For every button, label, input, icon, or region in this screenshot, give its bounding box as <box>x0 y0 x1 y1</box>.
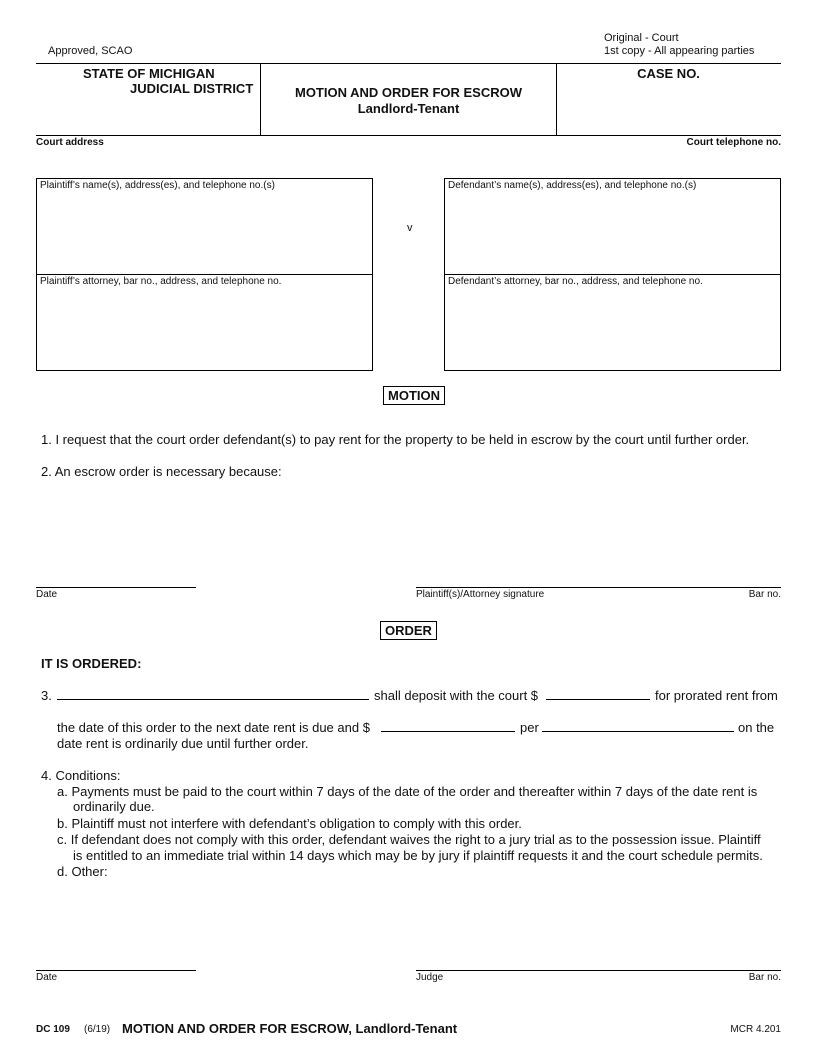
motion-signature-label: Plaintiff(s)/Attorney signature <box>416 589 545 600</box>
approved-scao: Approved, SCAO <box>48 45 133 57</box>
motion-date-label: Date <box>36 589 58 600</box>
plaintiff-label: Plaintiff’s name(s), address(es), and telephone no.(s) <box>40 180 275 191</box>
order-item-3-line3: date rent is ordinarily due until further order. <box>57 736 309 751</box>
copy-first: 1st copy - All appearing parties <box>604 45 755 57</box>
defendant-attorney-label: Defendant’s attorney, bar no., address, and telephone no. <box>448 276 703 287</box>
order-bar-label: Bar no. <box>748 972 781 983</box>
party-name-field[interactable] <box>57 699 369 700</box>
form-subtitle: Landlord-Tenant <box>357 101 460 116</box>
court-rule: MCR 4.201 <box>730 1024 781 1035</box>
condition-c-line2: is entitled to an immediate trial within 14 days which may be by jury if plaintiff requests it and the court schedule permits. <box>73 848 763 863</box>
order-item-3-per: per <box>520 720 539 735</box>
state-of-michigan: STATE OF MICHIGAN <box>83 66 215 81</box>
motion-item-2: 2. An escrow order is necessary because: <box>41 464 282 479</box>
plaintiff-attorney-label: Plaintiff’s attorney, bar no., address, and telephone no. <box>40 276 282 287</box>
versus: v <box>407 222 413 234</box>
form-revision: (6/19) <box>84 1024 111 1035</box>
plaintiff-box-divider <box>36 274 373 275</box>
motion-item-1: 1. I request that the court order defendant(s) to pay rent for the property to be held in escrow by the court until further order. <box>41 432 750 447</box>
order-heading: ORDER <box>380 621 437 640</box>
footer-title: MOTION AND ORDER FOR ESCROW, Landlord-Tenant <box>122 1021 458 1036</box>
order-item-3-deposit: shall deposit with the court $ <box>374 688 539 703</box>
caption-bottom-rule <box>36 135 781 136</box>
judicial-district-label: JUDICIAL DISTRICT <box>130 81 254 96</box>
condition-b: b. Plaintiff must not interfere with defendant’s obligation to comply with this order. <box>57 816 522 831</box>
condition-a-line2: ordinarily due. <box>73 799 155 814</box>
court-phone-label: Court telephone no. <box>686 137 781 148</box>
order-item-3-on-the: on the <box>738 720 775 735</box>
rent-amount-field[interactable] <box>381 731 515 732</box>
order-date-field[interactable] <box>36 970 196 971</box>
rent-period-field[interactable] <box>542 731 734 732</box>
order-item-3-line2: the date of this order to the next date rent is due and $ <box>57 720 370 735</box>
motion-bar-label: Bar no. <box>748 589 781 600</box>
form-title: MOTION AND ORDER FOR ESCROW <box>294 85 522 100</box>
order-item-4: 4. Conditions: <box>41 768 121 783</box>
judge-signature-field[interactable] <box>416 970 781 971</box>
prorated-amount-field[interactable] <box>546 699 650 700</box>
condition-c-line1: c. If defendant does not comply with this order, defendant waives the right to a jury trial as to the possession issue. Plaintiff <box>57 832 761 847</box>
judge-label: Judge <box>416 972 444 983</box>
it-is-ordered: IT IS ORDERED: <box>41 656 142 671</box>
caption-top-rule <box>36 63 781 64</box>
order-item-3-number: 3. <box>41 688 52 703</box>
defendant-box-divider <box>444 274 781 275</box>
motion-heading: MOTION <box>383 386 445 405</box>
order-date-label: Date <box>36 972 58 983</box>
copy-original: Original - Court <box>604 32 679 44</box>
defendant-label: Defendant’s name(s), address(es), and telephone no.(s) <box>448 180 697 191</box>
order-item-3-prorated: for prorated rent from <box>655 688 778 703</box>
motion-signature-field[interactable] <box>416 587 781 588</box>
condition-d: d. Other: <box>57 864 108 879</box>
court-address-label: Court address <box>36 137 104 148</box>
motion-date-field[interactable] <box>36 587 196 588</box>
form-number: DC 109 <box>36 1024 70 1035</box>
case-no-label[interactable]: CASE NO. <box>637 66 700 81</box>
condition-a-line1: a. Payments must be paid to the court within 7 days of the date of the order and thereafter within 7 days of the date rent is <box>57 784 758 799</box>
